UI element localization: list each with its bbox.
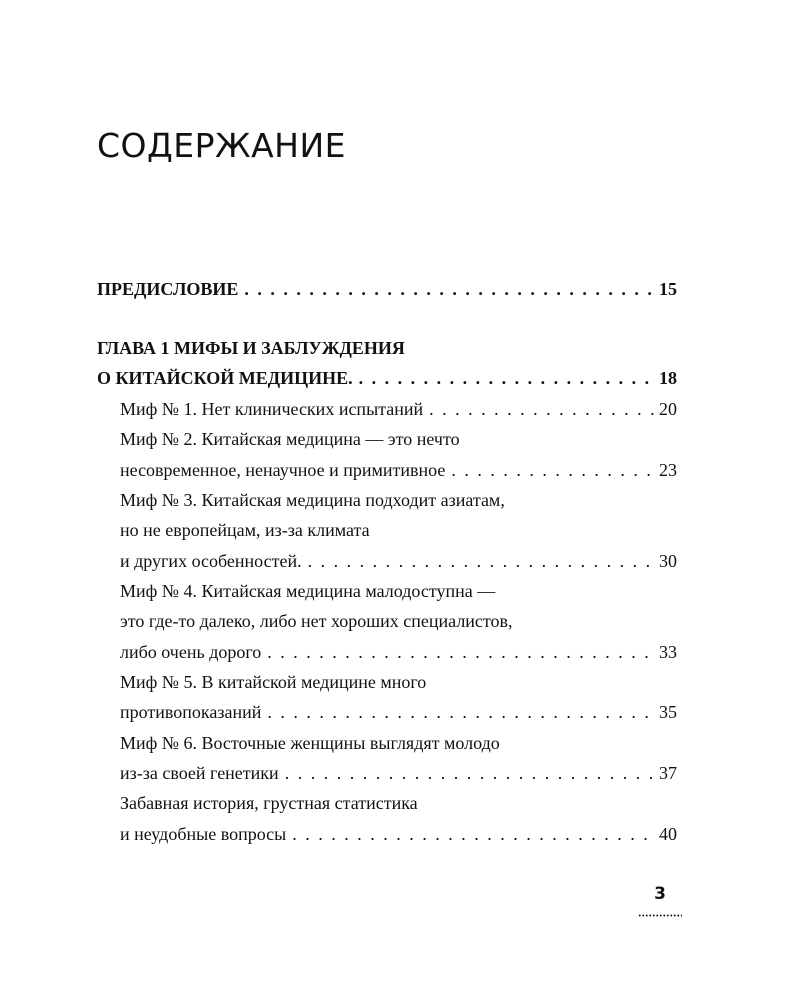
toc-entry-myth-2-line-1[interactable] <box>120 424 677 454</box>
toc-entry-myth-2[interactable] <box>120 455 677 485</box>
dot-leader <box>445 455 655 485</box>
dot-leader <box>238 274 655 304</box>
toc-page-number: 33 <box>659 642 677 662</box>
toc-entry-title: ПРЕДИСЛОВИЕ <box>97 279 239 299</box>
toc-page-number: 20 <box>659 399 677 419</box>
dot-leader <box>423 394 655 424</box>
toc-page-number: 35 <box>659 702 677 722</box>
toc-entry-title-cont: из-за своей генетики <box>120 763 279 783</box>
toc-entry-title-cont: несовременное, ненаучное и примитивное <box>120 460 446 480</box>
toc-entry-myth-5-line-1[interactable] <box>120 667 677 697</box>
dot-leader <box>261 697 655 727</box>
toc-entry-title-cont: противопоказаний <box>120 702 262 722</box>
toc-entry-myth-5[interactable] <box>120 697 677 727</box>
toc-entry-title: Забавная история, грустная статистика <box>120 793 418 813</box>
toc-entry-story-line-1[interactable] <box>120 788 677 818</box>
dot-leader <box>302 546 655 576</box>
toc-entry-title: Миф № 6. Восточные женщины выглядят молодо <box>120 733 500 753</box>
toc-entry-myth-3-line-2[interactable] <box>120 515 677 545</box>
toc-entry-myth-4[interactable] <box>120 637 677 667</box>
toc-entry-title-cont: но не европейцам, из-за климата <box>120 520 370 540</box>
toc-entry-myth-6-line-1[interactable] <box>120 728 677 758</box>
toc-entry-myth-4-line-2[interactable] <box>120 606 677 636</box>
toc-entry-title-cont: и других особенностей. <box>120 551 302 571</box>
toc-entry-title-cont: это где-то далеко, либо нет хороших специалистов, <box>120 611 513 631</box>
page-title: СОДЕРЖАНИЕ <box>97 126 347 165</box>
toc-entry-title: Миф № 1. Нет клинических испытаний <box>120 399 424 419</box>
toc-entry-title-cont: и неудобные вопросы <box>120 824 287 844</box>
toc-chapter-1-entry[interactable] <box>97 363 677 393</box>
dot-leader <box>286 819 655 849</box>
toc-page-number: 30 <box>659 551 677 571</box>
toc-entry-title: Миф № 4. Китайская медицина малодоступна — <box>120 581 496 601</box>
dot-leader <box>261 637 655 667</box>
toc-entry-title: Миф № 3. Китайская медицина подходит азиатам, <box>120 490 505 510</box>
page-number: 3 <box>654 884 666 904</box>
toc-page-number: 18 <box>659 368 677 388</box>
toc-page-number: 40 <box>659 824 677 844</box>
dot-leader <box>279 758 655 788</box>
toc-entry-preface[interactable] <box>97 274 677 304</box>
toc-entry-myth-6[interactable] <box>120 758 677 788</box>
toc-page-number: 23 <box>659 460 677 480</box>
toc-page-number: 15 <box>659 279 677 299</box>
toc-entry-title-cont: либо очень дорого <box>120 642 262 662</box>
dot-leader <box>353 363 655 393</box>
toc-chapter-1-heading[interactable] <box>97 333 677 363</box>
toc-page-number: 37 <box>659 763 677 783</box>
toc-entry-myth-1[interactable] <box>120 394 677 424</box>
toc-chapter-title: ГЛАВА 1 МИФЫ И ЗАБЛУЖДЕНИЯ <box>97 338 405 358</box>
page-number-dot-underline <box>638 914 682 917</box>
toc-entry-myth-4-line-1[interactable] <box>120 576 677 606</box>
toc-entry-myth-3-line-1[interactable] <box>120 485 677 515</box>
toc-entry-myth-3[interactable] <box>120 546 677 576</box>
toc-chapter-title-cont: О КИТАЙСКОЙ МЕДИЦИНЕ. <box>97 368 353 388</box>
toc-entry-story[interactable] <box>120 819 677 849</box>
toc-entry-title: Миф № 5. В китайской медицине много <box>120 672 427 692</box>
toc-entry-title: Миф № 2. Китайская медицина — это нечто <box>120 429 460 449</box>
